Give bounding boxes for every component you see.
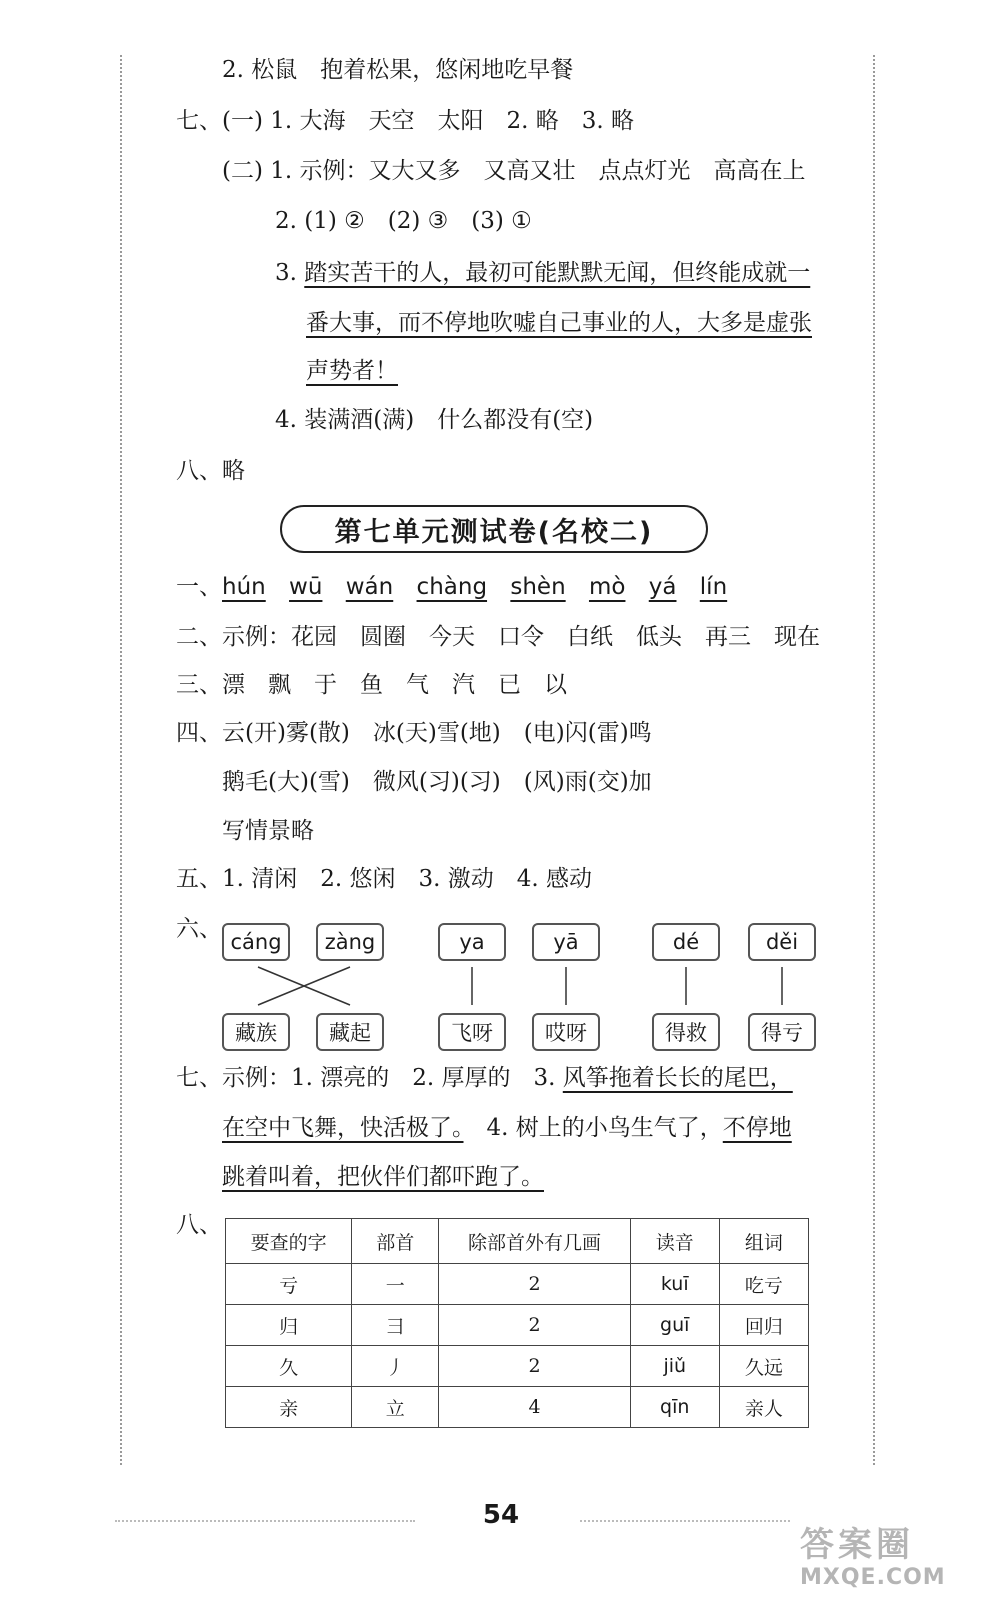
- pinyin: shèn: [510, 574, 566, 600]
- match-lines: [220, 965, 820, 1010]
- underlined-answer: 风筝拖着长长的尾巴，: [562, 1065, 793, 1091]
- watermark-logo: 答案圈: [800, 1525, 914, 1565]
- table-row: [226, 1346, 809, 1387]
- table-cell: 彐: [352, 1305, 439, 1346]
- pinyin: lín: [699, 574, 728, 600]
- table-row: [226, 1305, 809, 1346]
- word-box: 藏族: [222, 1013, 290, 1051]
- answer-line: [222, 1113, 792, 1143]
- section-title: 第七单元测试卷(名校二): [280, 505, 708, 553]
- table-cell: 久远: [719, 1346, 808, 1387]
- footer-rule-left: [115, 1520, 415, 1526]
- column-header: 部首: [352, 1219, 439, 1264]
- right-margin-line: [873, 55, 875, 1465]
- underlined-answer: 番大事，而不停地吹嘘自己事业的人，大多是虚张: [306, 310, 812, 336]
- answer-line: 三、漂 飘 于 鱼 气 汽 已 以: [176, 672, 567, 698]
- table-cell: 亲: [226, 1387, 352, 1428]
- answer-line: 4. 装满酒(满) 什么都没有(空): [275, 407, 594, 433]
- column-header: 要查的字: [226, 1219, 352, 1264]
- underlined-answer: 踏实苦干的人，最初可能默默无闻，但终能成就一: [304, 260, 811, 286]
- table-cell: 吃亏: [719, 1264, 808, 1305]
- left-margin-line: [120, 55, 122, 1465]
- answer-line: 写情景略: [222, 818, 314, 844]
- pinyin: mò: [588, 574, 626, 600]
- underlined-answer: 在空中飞舞，快活极了。: [222, 1115, 464, 1141]
- table-cell: 丿: [352, 1346, 439, 1387]
- column-header: 除部首外有几画: [439, 1219, 630, 1264]
- answer-line: 八、略: [176, 458, 245, 484]
- answer-line: 七、(一) 1. 大海 天空 太阳 2. 略 3. 略: [176, 108, 635, 134]
- answer-text: 七、示例：1. 漂亮的 2. 厚厚的 3.: [176, 1065, 556, 1091]
- table-row: [226, 1264, 809, 1305]
- table-cell: qīn: [630, 1387, 719, 1428]
- column-header: 读音: [630, 1219, 719, 1264]
- answer-line: 二、示例：花园 圆圈 今天 口令 白纸 低头 再三 现在: [176, 624, 820, 650]
- table-cell: 亏: [226, 1264, 352, 1305]
- pinyin-box: yā: [532, 923, 600, 961]
- pinyin-box: ya: [438, 923, 506, 961]
- table-header-row: [226, 1219, 809, 1264]
- q1-pinyin-line: [176, 572, 727, 602]
- q6-label: 六、: [176, 916, 222, 942]
- answer-text: 4. 树上的小鸟生气了，: [463, 1115, 723, 1141]
- item-number: 3.: [275, 260, 297, 286]
- character-table: [225, 1218, 809, 1428]
- table-cell: 2: [439, 1305, 630, 1346]
- table-cell: 亲人: [719, 1387, 808, 1428]
- word-box: 飞呀: [438, 1013, 506, 1051]
- word-box: 藏起: [316, 1013, 384, 1051]
- table-cell: guī: [630, 1305, 719, 1346]
- column-header: 组词: [719, 1219, 808, 1264]
- table-cell: 久: [226, 1346, 352, 1387]
- word-box: 得救: [652, 1013, 720, 1051]
- pinyin: wū: [289, 574, 323, 600]
- word-box: 得亏: [748, 1013, 816, 1051]
- page-number: 54: [482, 1500, 520, 1530]
- table-cell: 立: [352, 1387, 439, 1428]
- answer-line: 2. (1) ② (2) ③ (3) ①: [275, 208, 532, 234]
- footer-rule-right: [580, 1520, 790, 1526]
- pinyin: wán: [345, 574, 394, 600]
- answer-line: 鹅毛(大)(雪) 微风(习)(习) (风)雨(交)加: [222, 769, 652, 795]
- pinyin: hún: [222, 574, 266, 600]
- table-cell: 4: [439, 1387, 630, 1428]
- answer-line: [176, 1063, 793, 1093]
- underlined-answer: 不停地: [722, 1115, 792, 1141]
- answer-line: [275, 258, 810, 288]
- table-cell: 一: [352, 1264, 439, 1305]
- pinyin: chàng: [416, 574, 488, 600]
- q1-label: 一、: [176, 574, 222, 600]
- word-box: 哎呀: [532, 1013, 600, 1051]
- table-row: [226, 1387, 809, 1428]
- pinyin-box: cáng: [222, 923, 290, 961]
- watermark: [800, 1525, 946, 1590]
- watermark-url: MXQE.COM: [800, 1565, 946, 1590]
- pinyin: yá: [648, 574, 677, 600]
- q8-label: 八、: [176, 1212, 222, 1238]
- table-cell: 2: [439, 1264, 630, 1305]
- pinyin-box: zàng: [316, 923, 384, 961]
- answer-line: (二) 1. 示例：又大又多 又高又壮 点点灯光 高高在上: [222, 158, 806, 184]
- table-cell: jiǔ: [630, 1346, 719, 1387]
- table-cell: kuī: [630, 1264, 719, 1305]
- answer-line: 四、云(开)雾(散) 冰(天)雪(地) (电)闪(雷)鸣: [176, 720, 652, 746]
- table-cell: 归: [226, 1305, 352, 1346]
- table-cell: 回归: [719, 1305, 808, 1346]
- pinyin-box: dé: [652, 923, 720, 961]
- answer-line: 2. 松鼠 抱着松果，悠闲地吃早餐: [222, 57, 574, 83]
- pinyin-box: děi: [748, 923, 816, 961]
- answer-line: 五、1. 清闲 2. 悠闲 3. 激动 4. 感动: [176, 866, 593, 892]
- table-cell: 2: [439, 1346, 630, 1387]
- underlined-answer: 声势者！: [306, 358, 398, 384]
- underlined-answer: 跳着叫着，把伙伴们都吓跑了。: [222, 1164, 544, 1190]
